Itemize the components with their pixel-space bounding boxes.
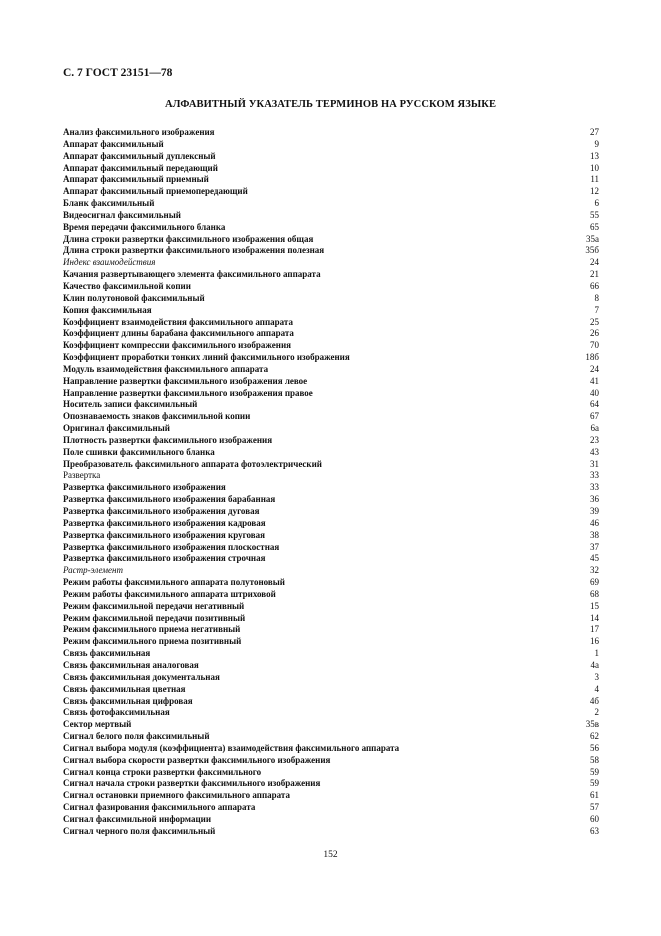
index-term-number: 33 (590, 470, 599, 481)
index-term: Развертка факсимильного изображения кадровая (63, 517, 266, 528)
index-entry (63, 257, 599, 269)
index-term-number: 45 (590, 553, 599, 564)
index-term: Режим факсимильной передачи негативный (63, 600, 245, 611)
term-index-list (63, 127, 599, 838)
index-term: Индекс взаимодействия (63, 257, 156, 268)
index-term: Сигнал конца строки развертки факсимильного (63, 766, 262, 777)
index-term-number: 17 (590, 624, 599, 635)
index-term-number: 59 (590, 778, 599, 789)
index-entry (63, 719, 599, 731)
index-entry (63, 624, 599, 636)
index-term: Связь факсимильная цифровая (63, 695, 193, 706)
index-term-number: 4 (594, 683, 599, 694)
index-term: Носитель записи факсимильный (63, 399, 198, 410)
index-term: Коэффициент взаимодействия факсимильного аппарата (63, 316, 293, 327)
index-term: Бланк факсимильный (63, 198, 155, 209)
index-term: Связь факсимильная аналоговая (63, 659, 199, 670)
index-term-number: 10 (590, 162, 599, 173)
index-entry (63, 707, 599, 719)
index-term: Связь факсимильная документальная (63, 671, 220, 682)
index-entry (63, 127, 599, 139)
index-title: АЛФАВИТНЫЙ УКАЗАТЕЛЬ ТЕРМИНОВ НА РУССКОМ ЯЗЫКЕ (164, 99, 497, 110)
index-term-number: 27 (590, 127, 599, 137)
index-term-number: 57 (590, 802, 599, 813)
index-term-number: 55 (590, 209, 599, 220)
index-term: Аппарат факсимильный приемный (63, 174, 209, 185)
index-term: Качания развертывающего элемента факсимильного аппарата (63, 269, 321, 280)
index-entry (63, 210, 599, 222)
index-entry (63, 293, 599, 305)
index-term-number: 60 (590, 813, 599, 824)
index-term-number: 18б (585, 352, 599, 363)
index-term-number: 23 (590, 434, 599, 445)
index-term-number: 32 (590, 565, 599, 576)
index-term-number: 62 (590, 731, 599, 742)
index-term: Развертка факсимильного изображения строчная (63, 553, 266, 564)
index-term: Связь факсимильная цветная (63, 683, 186, 694)
index-term: Развертка факсимильного изображения барабанная (63, 494, 276, 505)
index-term-number: 69 (590, 577, 599, 588)
index-term: Видеосигнал факсимильный (63, 209, 181, 220)
index-term: Коэффициент проработки тонких линий факсимильного изображения (63, 352, 350, 363)
index-term-number: 35в (585, 719, 599, 730)
index-entry (63, 234, 599, 246)
index-entry (63, 755, 599, 767)
index-term: Направление развертки факсимильного изображения правое (63, 387, 313, 398)
index-term-number: 64 (590, 399, 599, 410)
index-term-number: 31 (590, 458, 599, 469)
index-entry (63, 281, 599, 293)
index-entry (63, 376, 599, 388)
index-term-number: 4б (589, 695, 599, 706)
index-entry (63, 186, 599, 198)
index-term-number: 15 (590, 600, 599, 611)
index-term: Развертка факсимильного изображения плоскостная (63, 541, 280, 552)
index-term: Сигнал черного поля факсимильный (63, 825, 216, 836)
index-entry (63, 151, 599, 163)
index-term-number: 37 (590, 541, 599, 552)
index-term: Опознаваемость знаков факсимильной копии (63, 411, 251, 422)
index-term-number: 2 (594, 707, 599, 718)
index-term: Плотность развертки факсимильного изображения (63, 434, 273, 445)
index-entry (63, 802, 599, 814)
index-term-number: 56 (590, 742, 599, 753)
index-term-number: 35б (585, 245, 599, 256)
index-term: Направление развертки факсимильного изображения левое (63, 375, 308, 386)
index-term-number: 63 (590, 825, 599, 836)
index-entry (63, 174, 599, 186)
index-entry (63, 317, 599, 329)
index-term-number: 38 (590, 529, 599, 540)
index-entry (63, 506, 599, 518)
index-term: Режим факсимильной передачи позитивный (63, 612, 246, 623)
index-term-number: 4а (590, 659, 599, 670)
index-term: Коэффициент компрессии факсимильного изображения (63, 340, 292, 351)
index-entry (63, 577, 599, 589)
index-term: Аппарат факсимильный приемопередающий (63, 186, 248, 197)
index-term: Поле сшивки факсимильного бланка (63, 446, 215, 457)
index-term: Время передачи факсимильного бланка (63, 221, 226, 232)
index-term-number: 25 (590, 316, 599, 327)
index-term-number: 46 (590, 517, 599, 528)
index-entry (63, 352, 599, 364)
index-term-number: 7 (594, 304, 599, 315)
index-term-number: 67 (590, 411, 599, 422)
index-term-number: 6 (594, 198, 599, 209)
index-term: Аппарат факсимильный дуплексный (63, 150, 216, 161)
index-entry (63, 518, 599, 530)
index-term: Коэффициент длины барабана факсимильного аппарата (63, 328, 294, 339)
index-term-number: 61 (590, 790, 599, 801)
index-term-number: 33 (590, 482, 599, 493)
index-entry (63, 163, 599, 175)
index-entry (63, 447, 599, 459)
index-term-number: 68 (590, 588, 599, 599)
index-term-number: 59 (590, 766, 599, 777)
index-term: Преобразователь факсимильного аппарата фотоэлектрический (63, 458, 322, 469)
index-term-number: 39 (590, 506, 599, 516)
index-entry (63, 778, 599, 790)
index-term: Сигнал белого поля факсимильный (63, 731, 210, 742)
index-term: Развертка факсимильного изображения круговая (63, 529, 265, 540)
index-entry (63, 459, 599, 471)
index-term-number: 66 (590, 280, 599, 291)
index-term: Развертка факсимильного изображения (63, 482, 226, 493)
index-term: Связь фотофаксимильная (63, 707, 170, 718)
index-term-number: 58 (590, 754, 599, 765)
index-term-number: 43 (590, 446, 599, 457)
index-entry (63, 435, 599, 447)
index-entry (63, 814, 599, 826)
index-term: Режим работы факсимильного аппарата штриховой (63, 588, 276, 599)
index-entry (63, 198, 599, 210)
index-term: Длина строки развертки факсимильного изображения общая (63, 233, 314, 244)
index-term: Аппарат факсимильный (63, 138, 164, 149)
index-term-number: 26 (590, 328, 599, 339)
index-entry (63, 470, 599, 482)
index-entry (63, 139, 599, 151)
index-entry (63, 245, 599, 257)
index-entry (63, 494, 599, 506)
page-header: С. 7 ГОСТ 23151—78 (63, 67, 173, 79)
index-term-number: 65 (590, 221, 599, 232)
index-term-number: 35а (586, 233, 599, 244)
index-entry (63, 553, 599, 565)
index-entry (63, 269, 599, 281)
index-entry (63, 767, 599, 779)
index-term-number: 9 (594, 138, 599, 149)
index-entry (63, 790, 599, 802)
index-term: Сигнал остановки приемного факсимильного аппарата (63, 790, 290, 801)
index-term-number: 36 (590, 494, 599, 505)
index-term: Режим факсимильного приема позитивный (63, 636, 242, 647)
index-entry (63, 601, 599, 613)
index-term-number: 21 (590, 269, 599, 280)
index-entry (63, 388, 599, 400)
index-term: Сигнал выбора модуля (коэффициента) взаимодействия факсимильного аппарата (63, 742, 400, 753)
index-entry (63, 482, 599, 494)
index-term-number: 24 (590, 257, 599, 268)
index-term: Клин полутоновой факсимильный (63, 292, 205, 303)
index-entry (63, 340, 599, 352)
index-term-number: 3 (594, 671, 599, 682)
index-term: Сигнал фазирования факсимильного аппарата (63, 802, 256, 813)
index-term: Аппарат факсимильный передающий (63, 162, 218, 173)
index-term-number: 8 (594, 292, 599, 303)
index-entry (63, 411, 599, 423)
index-entry (63, 542, 599, 554)
index-term: Растр-элемент (63, 565, 124, 576)
index-entry (63, 613, 599, 625)
index-term: Анализ факсимильного изображения (63, 127, 215, 137)
index-term-number: 1 (594, 648, 599, 659)
index-term-number: 11 (590, 174, 599, 185)
index-term: Копия факсимильная (63, 304, 152, 315)
index-term: Развертка (63, 470, 101, 481)
page-number: 152 (323, 850, 338, 860)
index-entry (63, 399, 599, 411)
index-term-number: 12 (590, 186, 599, 197)
index-term-number: 70 (590, 340, 599, 351)
index-entry (63, 696, 599, 708)
index-term: Длина строки развертки факсимильного изображения полезная (63, 245, 325, 256)
index-term-number: 16 (590, 636, 599, 647)
index-term: Качество факсимильной копии (63, 280, 191, 291)
index-entry (63, 660, 599, 672)
index-term: Сигнал начала строки развертки факсимильного изображения (63, 778, 321, 789)
index-term: Сигнал выбора скорости развертки факсимильного изображения (63, 754, 331, 765)
index-term: Модуль взаимодействия факсимильного аппарата (63, 363, 269, 374)
index-term-number: 6а (590, 423, 599, 434)
index-entry (63, 565, 599, 577)
index-entry (63, 364, 599, 376)
index-entry (63, 826, 599, 838)
index-entry (63, 672, 599, 684)
index-entry (63, 423, 599, 435)
index-entry (63, 222, 599, 234)
index-entry (63, 648, 599, 660)
index-entry (63, 328, 599, 340)
index-term-number: 41 (590, 375, 599, 386)
index-entry (63, 530, 599, 542)
index-term-number: 24 (590, 363, 599, 374)
index-term-number: 13 (590, 150, 599, 161)
index-entry (63, 731, 599, 743)
index-term: Сектор мертвый (63, 719, 132, 730)
index-term-number: 40 (590, 387, 599, 398)
index-term: Развертка факсимильного изображения дуговая (63, 506, 260, 516)
index-term-number: 14 (590, 612, 599, 623)
index-term: Связь факсимильная (63, 648, 151, 659)
index-entry (63, 589, 599, 601)
index-term: Режим факсимильного приема негативный (63, 624, 241, 635)
index-entry (63, 743, 599, 755)
index-term: Оригинал факсимильный (63, 423, 170, 434)
index-entry (63, 636, 599, 648)
index-entry (63, 684, 599, 696)
index-term: Сигнал факсимильной информации (63, 813, 212, 824)
index-entry (63, 305, 599, 317)
index-term: Режим работы факсимильного аппарата полутоновый (63, 577, 285, 588)
